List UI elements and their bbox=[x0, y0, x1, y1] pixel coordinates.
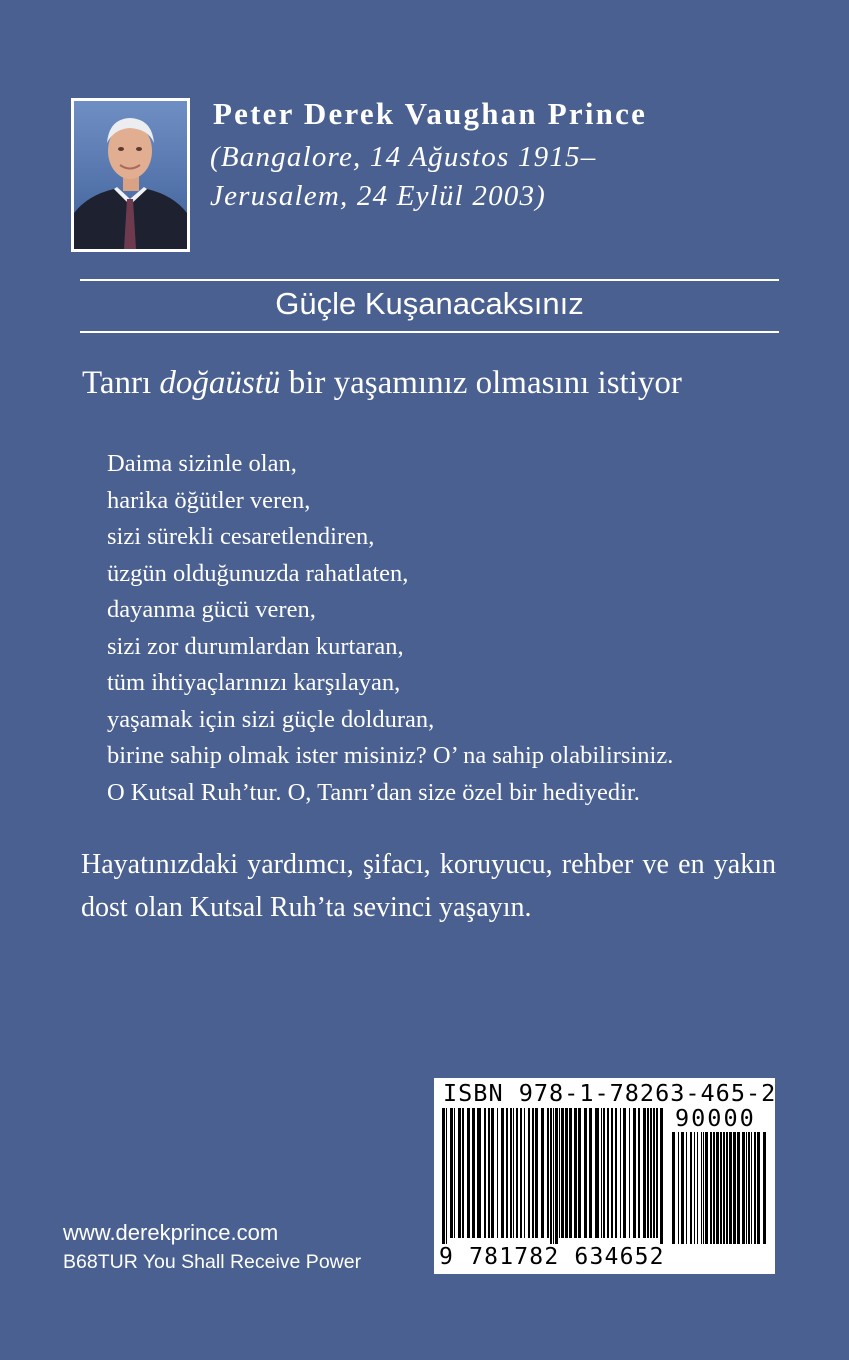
isbn-barcode bbox=[434, 1078, 775, 1274]
barcode-bar bbox=[710, 1132, 712, 1244]
barcode-bar bbox=[472, 1108, 475, 1238]
barcode-bar bbox=[510, 1108, 512, 1238]
barcode-digits: 9 781782 634652 bbox=[439, 1244, 665, 1270]
barcode-bar bbox=[467, 1108, 470, 1238]
barcode-bar bbox=[729, 1132, 732, 1244]
barcode-bar bbox=[574, 1108, 577, 1238]
author-dates bbox=[210, 138, 596, 216]
barcode-bar bbox=[742, 1132, 745, 1244]
tagline-before: Tanrı bbox=[82, 365, 160, 401]
poem-line: yaşamak için sizi güçle dolduran, bbox=[107, 705, 435, 733]
barcode-bar bbox=[751, 1132, 752, 1244]
barcode-bar bbox=[681, 1132, 684, 1244]
author-name: Peter Derek Vaughan Prince bbox=[213, 96, 648, 131]
author-dates-line-1: (Bangalore, 14 Ağustos 1915– bbox=[210, 141, 597, 173]
tagline bbox=[82, 365, 682, 402]
barcode-bar bbox=[723, 1132, 725, 1244]
barcode-bar bbox=[513, 1108, 514, 1238]
barcode-bar bbox=[607, 1108, 609, 1238]
barcode-bar bbox=[454, 1108, 455, 1238]
barcode-bar bbox=[547, 1108, 549, 1238]
barcode-bar bbox=[477, 1108, 481, 1238]
barcode-bar bbox=[497, 1108, 498, 1238]
barcode-bar bbox=[690, 1132, 692, 1244]
barcode-bar bbox=[541, 1108, 544, 1238]
barcode-bar bbox=[550, 1108, 552, 1244]
barcode-bar bbox=[535, 1108, 538, 1238]
poem-line: dayanma gücü veren, bbox=[107, 596, 316, 623]
author-photo bbox=[71, 98, 190, 252]
barcode-bar bbox=[458, 1108, 461, 1238]
barcode-bar bbox=[629, 1108, 630, 1238]
barcode-price-code: 90000 bbox=[675, 1104, 756, 1132]
barcode-bar bbox=[520, 1108, 522, 1238]
barcode-bar bbox=[701, 1132, 702, 1244]
barcode-bar bbox=[584, 1108, 587, 1238]
barcode-bar bbox=[488, 1108, 490, 1238]
barcode-bar bbox=[601, 1108, 602, 1238]
barcode-bar bbox=[754, 1132, 756, 1244]
barcode-bar bbox=[516, 1108, 518, 1238]
barcode-bar bbox=[506, 1108, 508, 1238]
poem-line: harika öğütler veren, bbox=[107, 486, 311, 514]
barcode-bar bbox=[623, 1108, 626, 1238]
poem-line: üzgün olduğunuzda rahatlaten, bbox=[107, 559, 409, 587]
isbn-number: ISBN 978-1-78263-465-2 bbox=[443, 1079, 777, 1107]
barcode-bar bbox=[650, 1108, 652, 1238]
barcode-addon-bars bbox=[672, 1132, 768, 1244]
barcode-bar bbox=[653, 1108, 655, 1238]
barcode-bar bbox=[656, 1108, 658, 1238]
barcode-bar bbox=[578, 1108, 581, 1238]
barcode-bar bbox=[686, 1132, 687, 1244]
author-dates-line-2: Jerusalem, 24 Eylül 2003) bbox=[210, 180, 547, 212]
barcode-bar bbox=[763, 1132, 766, 1244]
barcode-bar bbox=[501, 1108, 504, 1238]
barcode-bar bbox=[737, 1132, 740, 1244]
barcode-bar bbox=[697, 1132, 698, 1244]
title-divider-bottom bbox=[80, 331, 779, 333]
barcode-bar bbox=[746, 1132, 747, 1244]
barcode-bar bbox=[726, 1132, 728, 1244]
barcode-bar bbox=[615, 1108, 617, 1238]
barcode-bar bbox=[559, 1108, 560, 1238]
barcode-bar bbox=[491, 1108, 494, 1238]
barcode-bar bbox=[603, 1108, 605, 1238]
tagline-emphasis: doğaüstü bbox=[159, 365, 281, 401]
barcode-bar bbox=[705, 1132, 708, 1244]
barcode-bar bbox=[595, 1108, 599, 1238]
barcode-bar bbox=[524, 1108, 525, 1238]
barcode-bar bbox=[748, 1132, 750, 1244]
poem-line: O Kutsal Ruh’tur. O, Tanrı’dan size özel bir hediyedir. bbox=[107, 778, 640, 806]
barcode-bar bbox=[462, 1108, 464, 1238]
barcode-bar bbox=[569, 1108, 572, 1238]
barcode-bar bbox=[589, 1108, 592, 1238]
poem-line: sizi zor durumlardan kurtaran, bbox=[107, 632, 404, 660]
barcode-bar bbox=[611, 1108, 613, 1238]
barcode-bar bbox=[647, 1108, 649, 1238]
barcode-bar bbox=[446, 1108, 447, 1244]
barcode-bar bbox=[672, 1132, 675, 1244]
tagline-after: bir yaşamınız olmasını istiyor bbox=[280, 365, 682, 401]
poem-line: sizi sürekli cesaretlendiren, bbox=[107, 523, 375, 550]
barcode-bar bbox=[553, 1108, 554, 1244]
barcode-bar bbox=[660, 1108, 663, 1244]
barcode-bar bbox=[716, 1132, 719, 1244]
barcode-bar bbox=[442, 1108, 445, 1244]
barcode-bar bbox=[555, 1108, 558, 1244]
title-divider-top bbox=[80, 279, 779, 281]
barcode-bar bbox=[643, 1108, 646, 1238]
barcode-bar bbox=[720, 1132, 722, 1244]
website-url: www.derekprince.com bbox=[63, 1220, 279, 1245]
poem-block bbox=[107, 446, 673, 811]
barcode-bar bbox=[450, 1108, 453, 1238]
barcode-bar bbox=[694, 1132, 695, 1244]
barcode-bar bbox=[528, 1108, 530, 1238]
product-code-line: B68TUR You Shall Receive Power bbox=[63, 1251, 362, 1273]
barcode-bar bbox=[703, 1132, 704, 1244]
barcode-bar bbox=[633, 1108, 636, 1238]
barcode-bar bbox=[733, 1132, 736, 1244]
barcode-bar bbox=[620, 1108, 621, 1238]
barcode-bar bbox=[484, 1108, 486, 1238]
poem-line: Daima sizinle olan, bbox=[107, 450, 297, 477]
closing-paragraph: Hayatınızdaki yardımcı, şifacı, koruyucu, rehber ve en yakın dost olan Kutsal Ruh’ta sevinci yaşayın. bbox=[81, 849, 776, 923]
poem-line: birine sahip olmak ister misiniz? O’ na sahip olabilirsiniz. bbox=[107, 742, 674, 769]
barcode-bar bbox=[532, 1108, 534, 1238]
barcode-bar bbox=[757, 1132, 760, 1244]
barcode-bar bbox=[561, 1108, 564, 1238]
barcode-bar bbox=[638, 1108, 640, 1238]
barcode-bar bbox=[565, 1108, 568, 1238]
barcode-main-bars bbox=[442, 1108, 664, 1244]
author-portrait-image bbox=[74, 101, 187, 249]
book-title: Güçle Kuşanacaksınız bbox=[275, 286, 584, 321]
barcode-bar bbox=[713, 1132, 715, 1244]
poem-line: tüm ihtiyaçlarınızı karşılayan, bbox=[107, 669, 401, 696]
barcode-bar bbox=[678, 1132, 679, 1244]
